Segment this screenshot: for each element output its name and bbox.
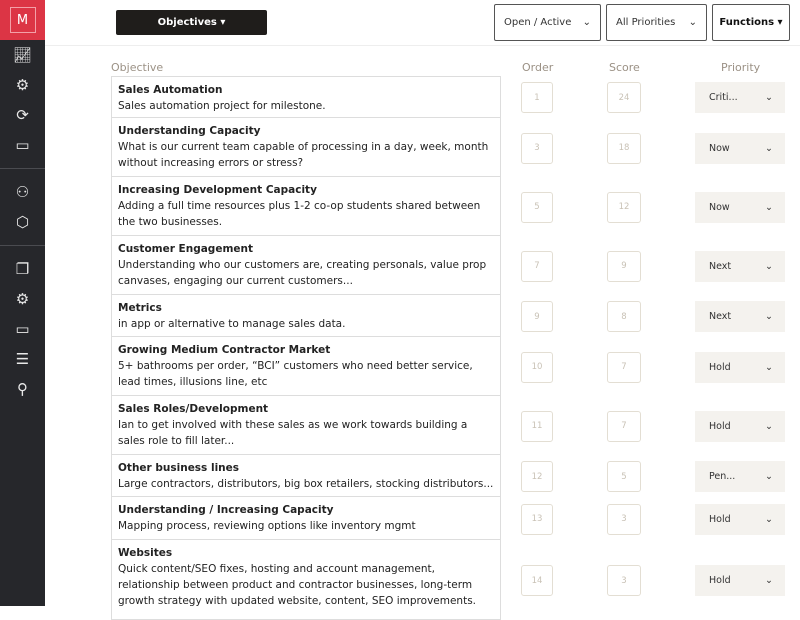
objective-description: Understanding who our customers are, creating personals, value prop canvases, engaging our current customers... bbox=[118, 259, 487, 287]
chevron-down-icon: ⌄ bbox=[765, 311, 773, 322]
score-input[interactable]: 7 bbox=[607, 411, 641, 442]
chevron-down-icon: ⌄ bbox=[765, 92, 773, 103]
priority-select[interactable] bbox=[695, 192, 785, 223]
objective-description: Adding a full time resources plus 1-2 co-op students shared between the two businesses. bbox=[118, 200, 481, 228]
objective-row[interactable] bbox=[111, 76, 501, 118]
objective-title: Understanding Capacity bbox=[118, 125, 261, 137]
objective-description: 5+ bathrooms per order, “BCI” customers who need better service, lead times, illusions line, etc bbox=[118, 360, 473, 388]
priority-select[interactable] bbox=[695, 352, 785, 383]
order-input[interactable]: 12 bbox=[521, 461, 553, 492]
priority-value: Next bbox=[709, 311, 732, 322]
order-input[interactable]: 5 bbox=[521, 192, 553, 223]
order-input[interactable]: 10 bbox=[521, 352, 553, 383]
gears-icon[interactable]: ⚙ bbox=[15, 290, 30, 308]
divider bbox=[0, 245, 45, 246]
divider bbox=[0, 168, 45, 169]
user-icon[interactable]: ⚲ bbox=[17, 380, 28, 398]
priority-select[interactable] bbox=[695, 411, 785, 442]
objective-title: Customer Engagement bbox=[118, 243, 254, 255]
score-input[interactable]: 9 bbox=[607, 251, 641, 282]
priority-value: Next bbox=[709, 260, 732, 272]
score-input[interactable]: 5 bbox=[607, 461, 641, 492]
priority-value: Hold bbox=[709, 420, 731, 432]
chevron-down-icon: ⌄ bbox=[765, 575, 773, 586]
objective-row[interactable] bbox=[111, 295, 501, 337]
calendar-icon[interactable]: ▭ bbox=[15, 136, 30, 154]
copy-icon[interactable]: ❐ bbox=[15, 260, 30, 278]
objective-description: What is our current team capable of processing in a day, week, month without increasing errors or stress? bbox=[118, 141, 489, 169]
logo-letter: M bbox=[10, 7, 36, 33]
objectives-label: Objectives bbox=[157, 17, 217, 28]
objective-title: Sales Roles/Development bbox=[118, 403, 269, 415]
chart-line-icon[interactable]: 📈︎ bbox=[12, 46, 33, 64]
objective-description: Mapping process, reviewing options like inventory mgmt bbox=[118, 520, 416, 532]
score-input[interactable]: 8 bbox=[607, 301, 641, 332]
objective-row[interactable] bbox=[111, 118, 501, 177]
priority-value: Now bbox=[709, 201, 730, 213]
objectives-dropdown-button[interactable]: Objectives ▾ bbox=[116, 10, 267, 35]
objective-title: Growing Medium Contractor Market bbox=[118, 344, 331, 356]
objective-row[interactable] bbox=[111, 455, 501, 497]
priority-filter-value: All Priorities bbox=[616, 17, 676, 28]
priority-select[interactable] bbox=[695, 251, 785, 282]
priority-select[interactable] bbox=[695, 133, 785, 164]
priority-value: Hold bbox=[709, 361, 731, 373]
objective-title: Other business lines bbox=[118, 462, 240, 474]
priority-select[interactable] bbox=[695, 504, 785, 535]
score-input[interactable]: 12 bbox=[607, 192, 641, 223]
order-input[interactable]: 13 bbox=[521, 504, 553, 535]
objective-row[interactable] bbox=[111, 396, 501, 455]
chevron-down-icon: ⌄ bbox=[765, 260, 773, 272]
priority-value: Hold bbox=[709, 575, 731, 586]
objective-row[interactable] bbox=[111, 540, 501, 620]
order-input[interactable]: 9 bbox=[521, 301, 553, 332]
priority-value: Now bbox=[709, 142, 730, 154]
priority-filter-select[interactable] bbox=[606, 4, 707, 41]
priority-value: Criti... bbox=[709, 92, 738, 103]
folder-icon[interactable]: ▭ bbox=[15, 320, 30, 338]
objective-title: Metrics bbox=[118, 302, 162, 314]
objective-title: Websites bbox=[118, 547, 173, 559]
objective-description: in app or alternative to manage sales data. bbox=[118, 318, 346, 330]
score-input[interactable]: 3 bbox=[607, 504, 641, 535]
priority-select[interactable] bbox=[695, 461, 785, 492]
logo[interactable] bbox=[0, 0, 45, 40]
chevron-down-icon: ⌄ bbox=[765, 513, 773, 525]
list-icon[interactable]: ☰ bbox=[15, 350, 30, 368]
gears-icon[interactable]: ⚙ bbox=[15, 76, 30, 94]
topbar bbox=[45, 0, 800, 46]
order-header: Order bbox=[522, 61, 554, 74]
objective-description: Sales automation project for milestone. bbox=[118, 100, 326, 112]
objective-header: Objective bbox=[111, 61, 164, 74]
order-input[interactable]: 1 bbox=[521, 82, 553, 113]
chevron-down-icon: ⌄ bbox=[765, 361, 773, 373]
objective-row[interactable] bbox=[111, 337, 501, 396]
score-input[interactable]: 7 bbox=[607, 352, 641, 383]
objective-title: Understanding / Increasing Capacity bbox=[118, 504, 334, 516]
refresh-icon[interactable]: ⟳ bbox=[16, 106, 29, 124]
chevron-down-icon: ⌄ bbox=[765, 201, 773, 213]
users-icon[interactable]: ⚇ bbox=[15, 183, 30, 201]
chevron-down-icon: ⌄ bbox=[765, 142, 773, 154]
priority-header: Priority bbox=[721, 61, 761, 74]
priority-select[interactable] bbox=[695, 301, 785, 332]
chevron-down-icon: ⌄ bbox=[765, 420, 773, 432]
objective-description: Quick content/SEO fixes, hosting and account management, relationship between product and contractor businesses, long-term growth strategy with updated website, content, SEO improvements. bbox=[118, 563, 477, 607]
score-input[interactable]: 24 bbox=[607, 82, 641, 113]
priority-select[interactable] bbox=[695, 82, 785, 113]
sidebar bbox=[0, 0, 45, 606]
status-filter-value: Open / Active bbox=[504, 17, 572, 28]
order-input[interactable]: 11 bbox=[521, 411, 553, 442]
priority-value: Hold bbox=[709, 513, 731, 525]
objective-description: Ian to get involved with these sales as we work towards building a sales role to fill later... bbox=[118, 419, 468, 447]
priority-select[interactable] bbox=[695, 565, 785, 596]
order-input[interactable]: 14 bbox=[521, 565, 553, 596]
box-icon[interactable]: ⬡ bbox=[15, 213, 30, 231]
chevron-down-icon: ⌄ bbox=[582, 17, 591, 28]
functions-button[interactable]: Functions ▾ bbox=[712, 4, 790, 41]
objective-row[interactable] bbox=[111, 177, 501, 236]
score-header: Score bbox=[609, 61, 640, 74]
functions-label: Functions bbox=[719, 17, 775, 28]
order-input[interactable]: 3 bbox=[521, 133, 553, 164]
objective-row[interactable] bbox=[111, 236, 501, 295]
objective-title: Increasing Development Capacity bbox=[118, 184, 317, 196]
objective-title: Sales Automation bbox=[118, 84, 223, 96]
status-filter-select[interactable] bbox=[494, 4, 601, 41]
order-input[interactable]: 7 bbox=[521, 251, 553, 282]
chevron-down-icon: ⌄ bbox=[688, 17, 697, 28]
score-input[interactable]: 3 bbox=[607, 565, 641, 596]
objective-row[interactable] bbox=[111, 497, 501, 540]
score-input[interactable]: 18 bbox=[607, 133, 641, 164]
objective-description: Large contractors, distributors, big box retailers, stocking distributors... bbox=[118, 478, 494, 490]
chevron-down-icon: ⌄ bbox=[765, 471, 773, 482]
priority-value: Pen... bbox=[709, 471, 736, 482]
